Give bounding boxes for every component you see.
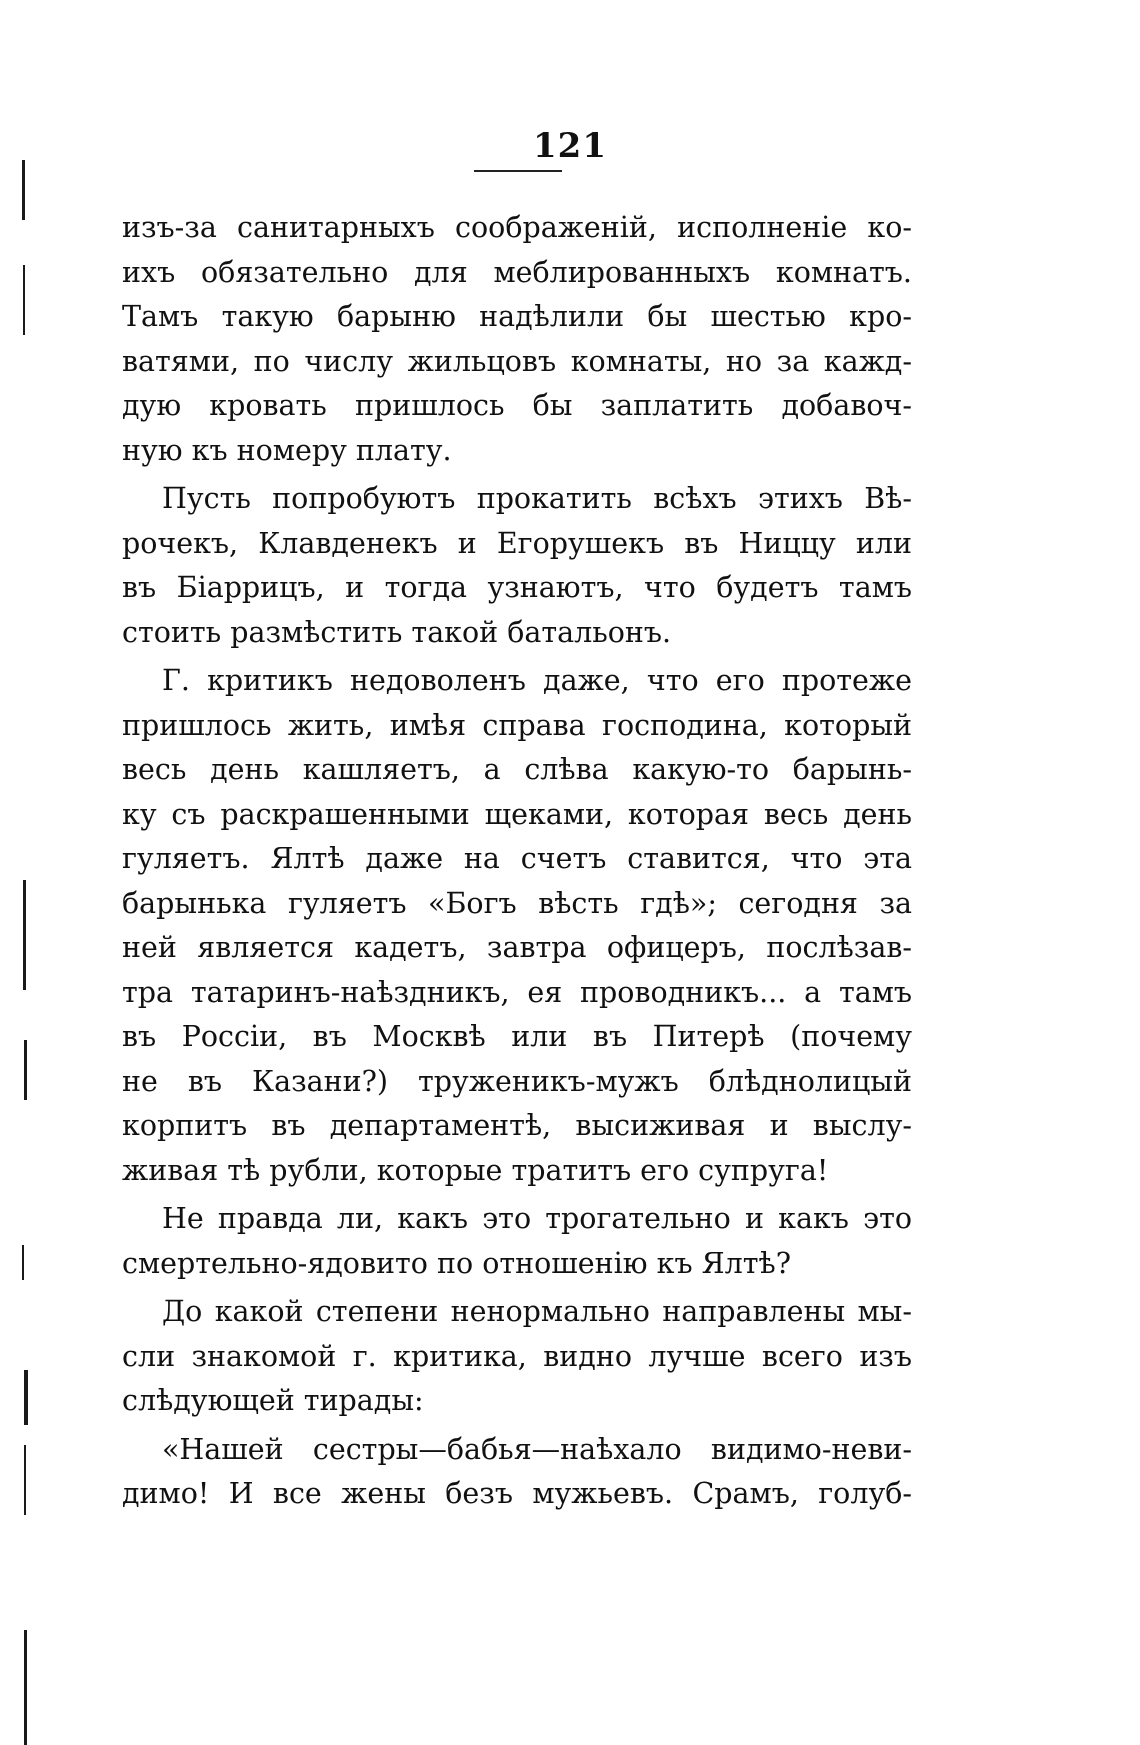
text-line: Пусть попробуютъ прокатить всѣхъ этихъ Вѣ- bbox=[162, 482, 912, 515]
scan-edge-mark bbox=[22, 1245, 24, 1280]
text-line: сли знакомой г. критика, видно лучше всего изъ bbox=[122, 1339, 912, 1373]
text-line: слѣдующей тирады: bbox=[122, 1384, 424, 1417]
text-line: гуляетъ. Ялтѣ даже на счетъ ставится, что эта bbox=[122, 842, 912, 875]
text-line: въ Бiаррицъ, и тогда узнаютъ, что будетъ тамъ bbox=[122, 571, 912, 604]
paragraph bbox=[122, 1290, 912, 1424]
text-line: рочекъ, Клавденекъ и Егорушекъ въ Ниццу или bbox=[122, 526, 912, 560]
text-line: До какой степени ненормально направлены мы- bbox=[162, 1295, 912, 1328]
text-line: ватями, по числу жильцовъ комнаты, но за кажд- bbox=[122, 344, 912, 378]
paragraph bbox=[122, 206, 912, 473]
scan-edge-mark bbox=[24, 1630, 27, 1745]
paragraph bbox=[122, 1197, 912, 1286]
text-line: ней является кадетъ, завтра офицеръ, послѣзав- bbox=[122, 931, 912, 964]
text-line: смертельно-ядовито по отношенiю къ Ялтѣ? bbox=[122, 1246, 791, 1280]
scan-edge-mark bbox=[24, 1445, 26, 1515]
text-line: ку съ раскрашенными щеками, которая весь день bbox=[122, 797, 912, 831]
paragraph bbox=[122, 477, 912, 655]
body-text bbox=[122, 206, 912, 1517]
paragraph bbox=[122, 659, 912, 1193]
scan-edge-mark bbox=[24, 1040, 27, 1100]
paragraph bbox=[122, 1428, 912, 1517]
text-line: Тамъ такую барыню надѣлили бы шестью кро- bbox=[122, 300, 912, 333]
text-line: «Нашей сестры—бабья—наѣхало видимо-неви- bbox=[162, 1432, 912, 1466]
text-line: димо! И все жены безъ мужьевъ. Срамъ, голуб- bbox=[122, 1477, 912, 1510]
page-number-underline bbox=[474, 170, 562, 172]
text-line: Не правда ли, какъ это трогательно и какъ это bbox=[162, 1202, 912, 1235]
text-line: ную къ номеру плату. bbox=[122, 433, 452, 467]
page-number: 121 bbox=[533, 126, 607, 166]
text-line: въ Россiи, въ Москвѣ или въ Питерѣ (почему bbox=[122, 1020, 912, 1053]
text-line: стоить размѣстить такой батальонъ. bbox=[122, 615, 672, 649]
text-line: корпитъ въ департаментѣ, высиживая и выслу- bbox=[122, 1109, 912, 1142]
text-line: изъ-за санитарныхъ соображенiй, исполненiе ко- bbox=[122, 211, 912, 244]
text-line: Г. критикъ недоволенъ даже, что его протеже bbox=[162, 664, 912, 697]
scan-edge-mark bbox=[22, 160, 25, 220]
text-line: весь день кашляетъ, а слѣва какую-то барынь- bbox=[122, 753, 912, 786]
text-line: тра татаринъ-наѣздникъ, ея проводникъ... а тамъ bbox=[122, 975, 912, 1009]
text-line: барынька гуляетъ «Богъ вѣсть гдѣ»; сегодня за bbox=[122, 886, 912, 920]
text-line: ихъ обязательно для меблированныхъ комнатъ. bbox=[122, 255, 912, 289]
text-line: не въ Казани?) труженикъ-мужъ блѣднолицый bbox=[122, 1064, 912, 1098]
scan-edge-mark bbox=[23, 265, 25, 335]
text-line: дую кровать пришлось бы заплатить добавоч- bbox=[122, 389, 912, 422]
text-line: живая тѣ рубли, которые тратитъ его супруга! bbox=[122, 1153, 829, 1187]
text-line: пришлось жить, имѣя справа господина, который bbox=[122, 708, 912, 742]
scan-edge-mark bbox=[24, 1370, 28, 1425]
scan-edge-mark bbox=[23, 880, 26, 990]
